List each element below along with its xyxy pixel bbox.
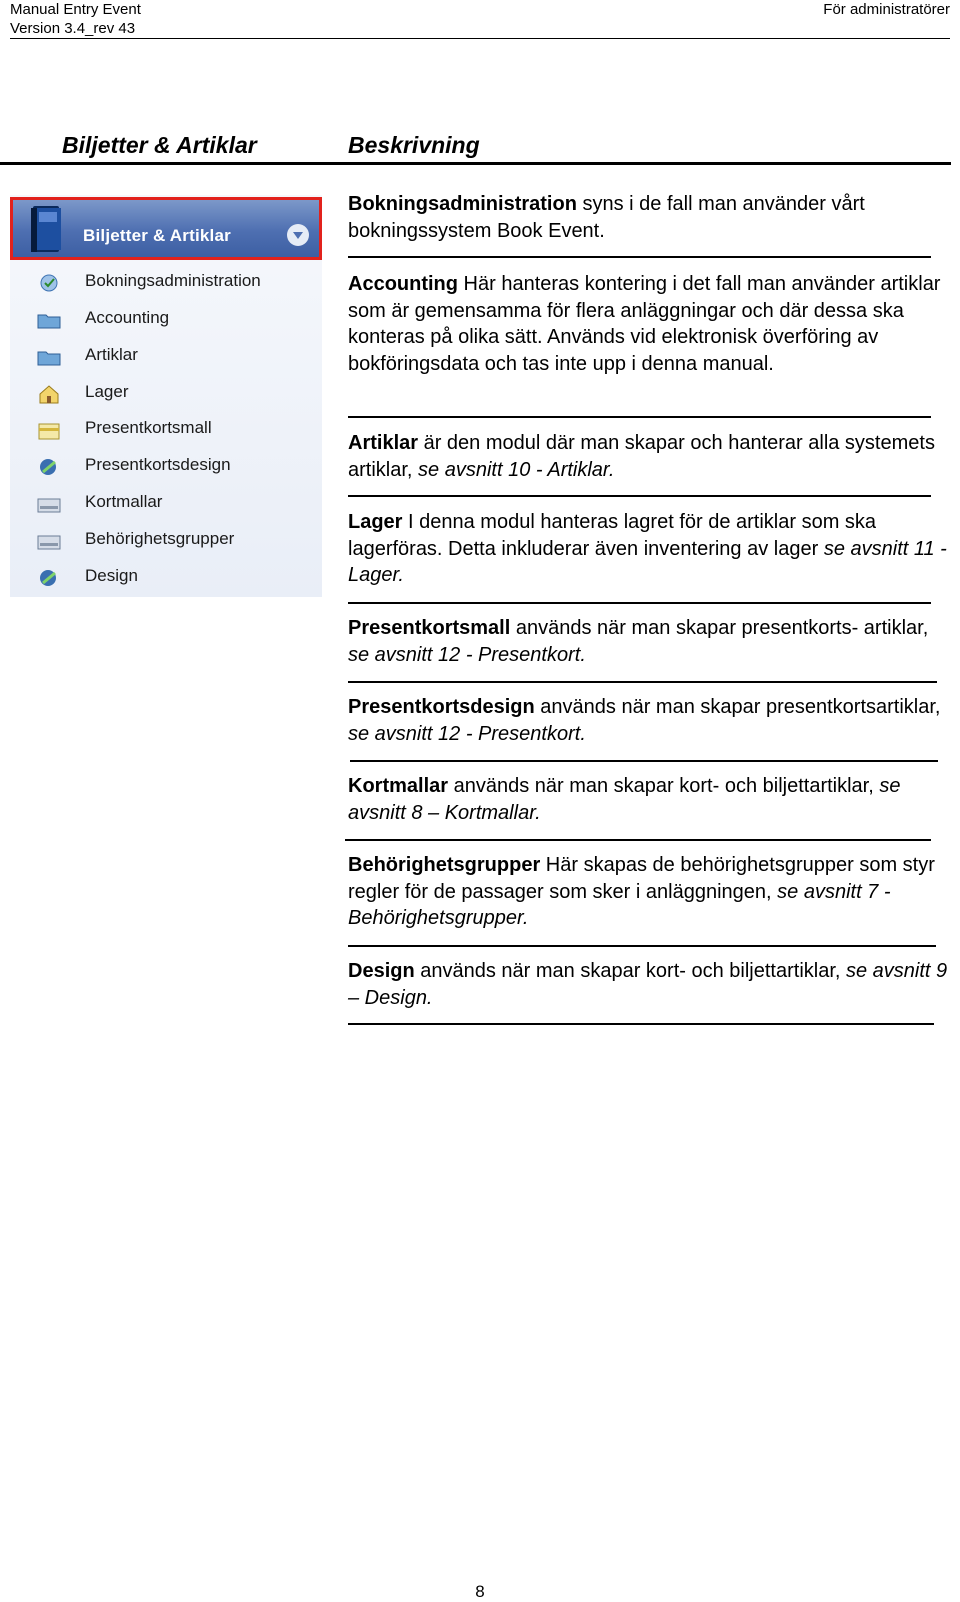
menu-item-label: Presentkortsdesign bbox=[85, 455, 231, 474]
term: Behörighetsgrupper bbox=[348, 854, 541, 876]
menu-item-label: Behörighetsgrupper bbox=[85, 529, 235, 548]
left-column-heading: Biljetter & Artiklar bbox=[62, 132, 257, 158]
divider bbox=[348, 256, 931, 258]
term: Presentkortsmall bbox=[348, 617, 511, 639]
section-reference: se avsnitt 7 - Behörighetsgrupper. bbox=[348, 880, 891, 929]
section-reference: se avsnitt 12 - Presentkort. bbox=[348, 643, 586, 666]
term: Accounting bbox=[348, 273, 458, 295]
description-text: I denna modul hanteras lagret för de artiklar som ska lagerföras. Detta inkluderar även inventering av lager bbox=[348, 511, 877, 560]
section-reference: se avsnitt 12 - Presentkort. bbox=[348, 722, 586, 745]
divider bbox=[348, 945, 936, 947]
design-icon bbox=[36, 566, 62, 590]
description-accounting bbox=[348, 271, 948, 377]
heading-divider bbox=[0, 162, 951, 165]
divider bbox=[350, 760, 938, 762]
collapse-toggle-icon[interactable] bbox=[287, 224, 309, 246]
description-text: Här hanteras kontering i det fall man använder artiklar som är gemensamma för flera anläggningar och där dessa ska konteras på olika sätt. Används vid elektronisk överföring av bokföringsdata och tas inte upp i denna manual. bbox=[348, 273, 941, 375]
menu-item-label: Accounting bbox=[85, 308, 170, 327]
folder-icon bbox=[36, 308, 62, 332]
section-reference: se avsnitt 8 – Kortmallar. bbox=[348, 775, 901, 824]
description-text: Här skapas de behörighetsgrupper som styr regler för de passager som sker i anläggningen, bbox=[348, 854, 935, 903]
description-presentkortsdesign bbox=[348, 694, 948, 747]
menu-item-presentkortsmall[interactable] bbox=[10, 412, 322, 446]
description-behorighetsgrupper bbox=[348, 852, 948, 932]
description-bokningsadministration bbox=[348, 191, 948, 244]
menu-panel-title: Biljetter & Artiklar bbox=[83, 226, 231, 245]
menu-item-label: Design bbox=[85, 566, 138, 585]
menu-item-kortmallar[interactable] bbox=[10, 486, 322, 520]
design-icon bbox=[36, 455, 62, 479]
book-icon bbox=[29, 204, 65, 256]
description-text: används när man skapar presentkortsartiklar, bbox=[534, 696, 941, 718]
card-icon bbox=[36, 492, 62, 516]
menu-item-bokningsadministration[interactable] bbox=[10, 265, 322, 299]
menu-panel-header[interactable] bbox=[10, 197, 322, 260]
term: Design bbox=[348, 960, 415, 982]
document-audience: För administratörer bbox=[823, 1, 950, 18]
folder-icon bbox=[36, 345, 62, 369]
menu-item-design[interactable] bbox=[10, 560, 322, 594]
page-header bbox=[10, 0, 950, 39]
menu-item-label: Bokningsadministration bbox=[85, 271, 261, 290]
card-icon bbox=[36, 529, 62, 553]
description-lager bbox=[348, 509, 948, 589]
divider bbox=[348, 416, 931, 418]
giftcard-icon bbox=[36, 418, 62, 442]
divider bbox=[348, 681, 937, 683]
divider bbox=[345, 839, 931, 841]
description-text: är den modul där man skapar och hanterar alla systemets artiklar, bbox=[348, 432, 935, 481]
description-design bbox=[348, 958, 948, 1011]
page-number: 8 bbox=[475, 1582, 485, 1601]
description-artiklar bbox=[348, 430, 948, 483]
header-left bbox=[10, 0, 141, 38]
section-reference: se avsnitt 9 – Design. bbox=[348, 960, 948, 1009]
menu-item-artiklar[interactable] bbox=[10, 339, 322, 373]
menu-item-label: Kortmallar bbox=[85, 492, 163, 511]
menu-item-lager[interactable] bbox=[10, 376, 322, 410]
term: Artiklar bbox=[348, 432, 419, 454]
document-title: Manual Entry Event bbox=[10, 1, 141, 18]
description-text: används när man skapar presentkorts- artiklar, bbox=[510, 617, 929, 639]
section-reference: se avsnitt 11 - Lager. bbox=[348, 537, 947, 586]
menu-item-accounting[interactable] bbox=[10, 302, 322, 336]
description-text: används när man skapar kort- och biljettartiklar, bbox=[414, 960, 846, 982]
booking-icon bbox=[36, 271, 62, 295]
description-text: syns i de fall man använder vårt bokningssystem Book Event. bbox=[348, 193, 865, 242]
menu-item-behorighetsgrupper[interactable] bbox=[10, 523, 322, 557]
term: Kortmallar bbox=[348, 775, 449, 797]
menu-item-label: Presentkortsmall bbox=[85, 418, 212, 437]
divider bbox=[348, 602, 931, 604]
description-presentkortsmall bbox=[348, 615, 948, 668]
divider bbox=[348, 1023, 934, 1025]
term: Presentkortsdesign bbox=[348, 696, 535, 718]
menu-item-label: Lager bbox=[85, 382, 129, 401]
house-icon bbox=[36, 382, 62, 406]
divider bbox=[348, 495, 931, 497]
menu-item-label: Artiklar bbox=[85, 345, 138, 364]
section-reference: se avsnitt 10 - Artiklar. bbox=[418, 458, 615, 481]
term: Bokningsadministration bbox=[348, 193, 577, 215]
menu-item-presentkortsdesign[interactable] bbox=[10, 449, 322, 483]
description-kortmallar bbox=[348, 773, 948, 826]
right-column-heading: Beskrivning bbox=[348, 132, 480, 158]
term: Lager bbox=[348, 511, 403, 533]
document-version: Version 3.4_rev 43 bbox=[10, 20, 136, 37]
description-text: används när man skapar kort- och biljettartiklar, bbox=[448, 775, 880, 797]
